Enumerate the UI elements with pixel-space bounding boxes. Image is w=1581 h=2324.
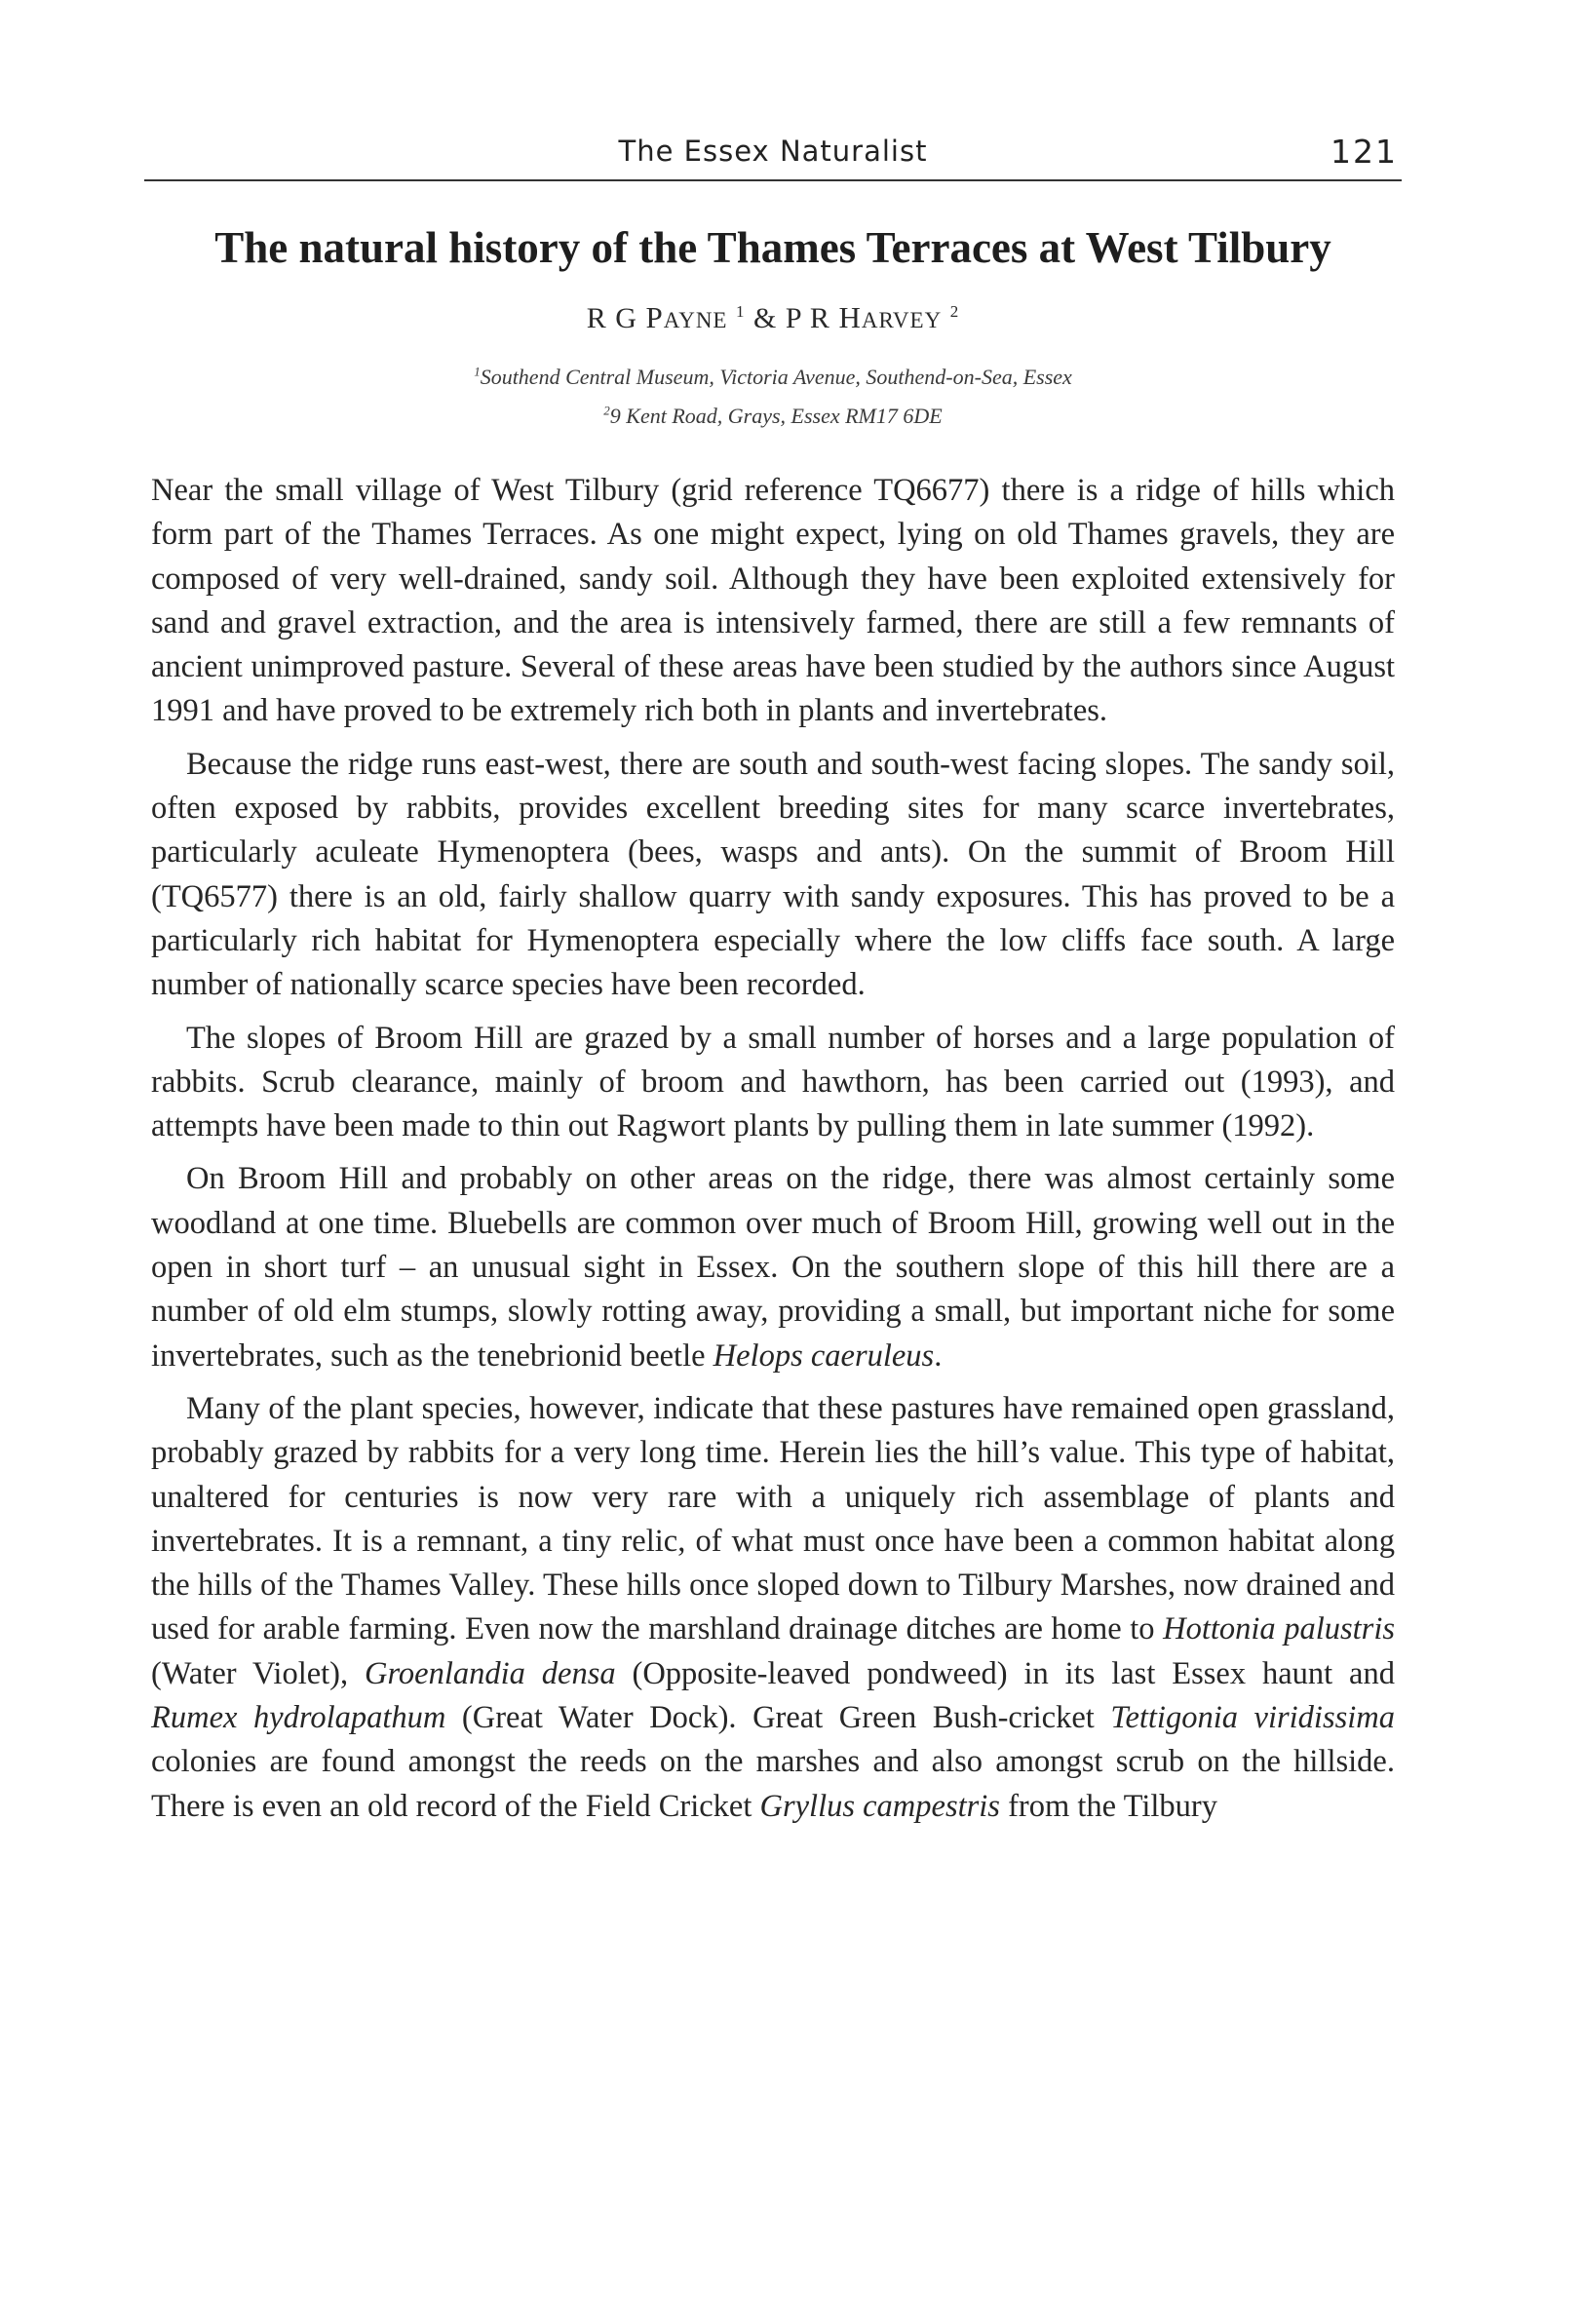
paragraph-5-part-a: Many of the plant species, however, indicate that these pastures have remained open grassland, probably grazed by rabbits for a very long time. Herein lies the hill’s value. This type of habitat, unaltered for centuries is now very rare with a uniquely rich assemblage of plants and invertebrates. It is a remnant, a tiny relic, of what must once have been a common habitat along the hills of the Thames Valley. These hills once sloped down to Tilbury Marshes, now drained and used for arable farming. Even now the marshland drainage ditches are home to — [151, 1390, 1395, 1647]
paragraph-2: Because the ridge runs east-west, there are south and south-west facing slopes. The sandy soil, often exposed by rabbits, provides excellent breeding sites for many scarce invertebrates, particularly aculeate Hymenoptera (bees, wasps and ants). On the summit of Broom Hill (TQ6577) there is an old, fairly shallow quarry with sandy exposures. This has proved to be a particularly rich habitat for Hymenoptera especially where the low cliffs face south. A large number of nationally scarce species have been recorded. — [151, 746, 1395, 1003]
affiliation-2-mark: 2 — [603, 403, 610, 418]
paragraph-1: Near the small village of West Tilbury (grid reference TQ6677) there is a ridge of hills which form part of the Thames Terraces. As one might expect, lying on old Thames gravels, they are composed of very well-drained, sandy soil. Although they have been exploited extensively for sand and gravel extraction, and the area is intensively farmed, there are still a few remnants of ancient unimproved pasture. Several of these areas have been studied by the authors since August 1991 and have proved to be extremely rich both in plants and invertebrates. — [151, 473, 1395, 729]
affiliation-1-text: Southend Central Museum, Victoria Avenue, Southend-on-Sea, Essex — [480, 365, 1072, 389]
author-2-affiliation-mark: 2 — [949, 302, 960, 321]
article-title: The natural history of the Thames Terraces at West Tilbury — [214, 223, 1331, 272]
paragraph-5-part-b: (Water Violet), — [151, 1655, 366, 1691]
paragraph-3: The slopes of Broom Hill are grazed by a small number of horses and a large population of rabbits. Scrub clearance, mainly of broom and hawthorn, has been carried out (1993), and attempts have been made to thin out Ragwort plants by pulling them in late summer (1992). — [151, 1020, 1395, 1144]
paragraph-5 — [151, 1387, 1395, 1829]
species-name-hottonia: Hottonia palustris — [1163, 1611, 1395, 1647]
affiliation-1-mark: 1 — [474, 364, 481, 379]
paragraph-5-part-d: (Great Water Dock). Great Green Bush-cricket — [445, 1700, 1111, 1736]
species-name-groenlandia: Groenlandia densa — [365, 1655, 616, 1691]
author-line — [144, 300, 1402, 335]
paragraph-4-end: . — [934, 1337, 943, 1374]
species-name-gryllus: Gryllus campestris — [759, 1788, 1000, 1824]
journal-name: The Essex Naturalist — [618, 135, 928, 168]
paragraph-5-part-e: colonies are found amongst the reeds on the marshes and also amongst scrub on the hillside. There is even an old record of the Field Cricket — [151, 1744, 1395, 1824]
author-separator: & — [745, 302, 786, 334]
paragraph-4 — [151, 1157, 1395, 1377]
page-number: 121 — [1330, 133, 1398, 171]
species-name-helops: Helops caeruleus — [713, 1337, 935, 1374]
species-name-tettigonia: Tettigonia viridissima — [1110, 1700, 1395, 1736]
author-2-surname-initial: H — [838, 300, 862, 334]
species-name-rumex: Rumex hydrolapathum — [151, 1700, 446, 1736]
author-1-initials: R G — [586, 302, 646, 334]
author-1-surname-rest: AYNE — [663, 308, 728, 332]
paragraph-4-text: On Broom Hill and probably on other areas on the ridge, there was almost certainly some woodland at one time. Bluebells are common over much of Broom Hill, growing well out in the open in short turf – an unusual sight in Essex. On the southern slope of this hill there are a number of old elm stumps, slowly rotting away, providing a small, but important niche for some invertebrates, such as the tenebrionid beetle — [151, 1161, 1395, 1374]
author-2-surname-rest: ARVEY — [861, 308, 943, 332]
running-header — [144, 129, 1402, 181]
affiliation-2-text: 9 Kent Road, Grays, Essex RM17 6DE — [609, 404, 943, 428]
author-1-affiliation-mark: 1 — [736, 302, 746, 321]
affiliation-2 — [144, 404, 1402, 429]
article-body — [151, 469, 1395, 1838]
author-2-initials: P R — [785, 302, 839, 334]
affiliation-1 — [144, 365, 1402, 390]
paragraph-5-part-f: from the Tilbury — [999, 1788, 1217, 1824]
paragraph-5-part-c: (Opposite-leaved pondweed) in its last Essex haunt and — [615, 1655, 1395, 1691]
author-1-surname-initial: P — [645, 300, 664, 334]
